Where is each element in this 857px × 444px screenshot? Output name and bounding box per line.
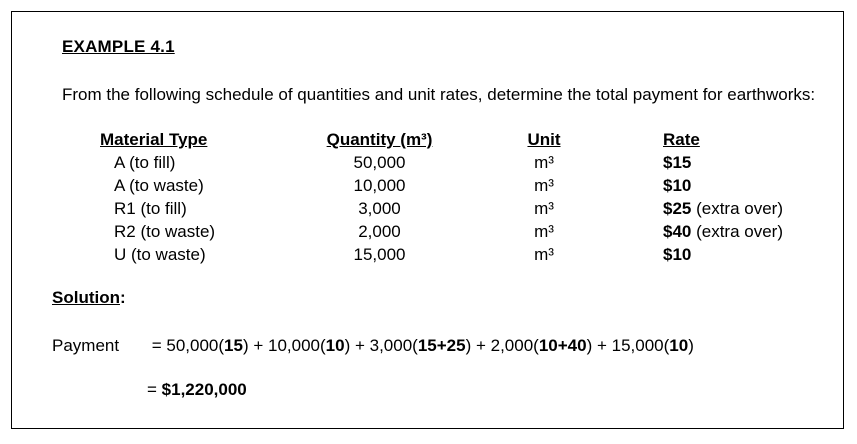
material-type-column	[100, 128, 215, 266]
rate-cell	[663, 243, 783, 266]
equation-text: ) + 2,000(	[465, 336, 539, 355]
equation-rate-term: 10+40	[538, 336, 587, 355]
rate-note: (extra over)	[691, 199, 784, 218]
equation-rate-term: 15+25	[417, 336, 466, 355]
rate-column	[663, 128, 783, 266]
equation-text: ) + 10,000(	[242, 336, 326, 355]
material-cell: A (to fill)	[114, 153, 176, 172]
unit-cell: m³	[534, 153, 554, 172]
equation-text: ) + 3,000(	[344, 336, 418, 355]
quantity-header: Quantity (m³)	[326, 130, 433, 149]
rate-cell	[663, 174, 783, 197]
rate-cell	[663, 220, 783, 243]
material-cell: A (to waste)	[114, 176, 204, 195]
payment-label: Payment	[52, 336, 120, 355]
equation-rate-term: 10	[669, 336, 689, 355]
payment-total	[147, 380, 247, 400]
material-type-header: Material Type	[100, 130, 208, 149]
payment-equation	[52, 336, 694, 356]
example-title: EXAMPLE 4.1	[62, 37, 175, 56]
rate-value: $25	[663, 199, 692, 218]
unit-cell: m³	[534, 222, 554, 241]
equation-text: = 50,000(	[151, 336, 225, 355]
rate-value: $10	[663, 245, 692, 264]
problem-statement: From the following schedule of quantities and unit rates, determine the total payment for earthworks:	[62, 85, 816, 104]
unit-column	[522, 128, 566, 266]
equation-text: ) + 15,000(	[586, 336, 670, 355]
material-cell: U (to waste)	[114, 245, 206, 264]
quantity-cell: 2,000	[358, 222, 401, 241]
rate-value: $40	[663, 222, 692, 241]
quantity-cell: 3,000	[358, 199, 401, 218]
rate-cell	[663, 197, 783, 220]
payment-expression	[152, 336, 694, 355]
unit-cell: m³	[534, 245, 554, 264]
equation-rate-term: 10	[325, 336, 345, 355]
solution-heading	[52, 288, 126, 308]
material-cell: R2 (to waste)	[114, 222, 216, 241]
quantity-cell: 10,000	[353, 176, 406, 195]
solution-colon: :	[119, 288, 126, 307]
equation-rate-term: 15	[224, 336, 243, 355]
unit-header: Unit	[527, 130, 561, 149]
quantity-cell: 15,000	[353, 245, 406, 264]
unit-cell: m³	[534, 176, 554, 195]
solution-label: Solution	[52, 288, 120, 307]
total-prefix: =	[147, 380, 162, 399]
rate-note: (extra over)	[691, 222, 784, 241]
material-cell: R1 (to fill)	[114, 199, 187, 218]
rate-cell	[663, 151, 783, 174]
quantity-cell: 50,000	[353, 153, 406, 172]
equation-text: )	[688, 336, 694, 355]
unit-cell: m³	[534, 199, 554, 218]
quantity-column	[316, 128, 443, 266]
rate-value: $15	[663, 153, 692, 172]
total-value: $1,220,000	[161, 380, 247, 399]
rate-value: $10	[663, 176, 692, 195]
rate-header: Rate	[663, 130, 700, 149]
